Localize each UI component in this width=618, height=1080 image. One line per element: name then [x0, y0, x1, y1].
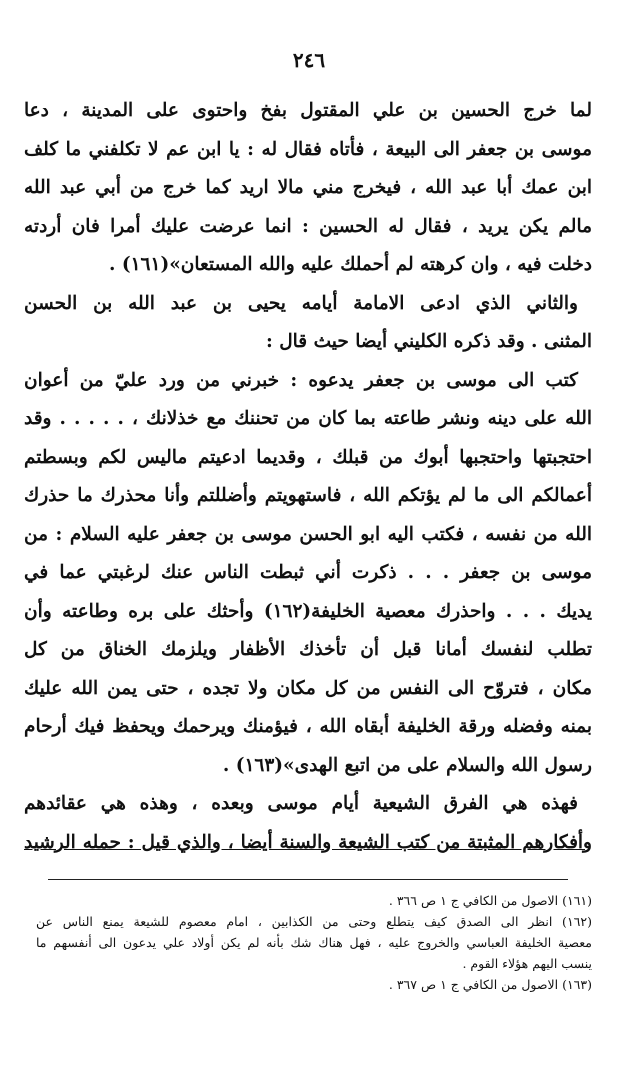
footnote-line: (١٦١) الاصول من الكافي ج ١ ص ٣٦٦ . [388, 893, 592, 908]
text-line: دخلت فيه ، وان كرهته لم أحملك عليه والله المستعان»(١٦١) . [108, 254, 592, 275]
text-line: وأفكارهم المثبتة من كتب الشيعة والسنة أيضا ، والذي قيل : حمله الرشيد [24, 831, 592, 853]
text-line: رسول الله والسلام على من اتبع الهدى»(١٦٣) . [222, 754, 592, 776]
text-line: بمنه وفضله ورقة الخليفة أبقاه الله ، فيؤمنك ويرحمك ويحفظ فيك أرحام [24, 716, 592, 737]
text-line: أعمالكم الى ما لم يؤتكم الله ، فاستهويتم وأضللتم وأنا محذرك ما حذرك [24, 485, 592, 506]
footnote-divider [48, 879, 568, 880]
text-line: ابن عمك أبا عبد الله ، فيخرج مني مالا اريد كما خرج من أبي عبد الله [24, 177, 592, 198]
page-number: ٢٤٦ [292, 48, 326, 72]
text-line: مالم يكن يريد ، فقال له الحسين : انما عرضت عليك أمرا فان أردته [24, 215, 592, 237]
footnotes [36, 890, 592, 995]
text-line: والثاني الذي ادعى الامامة أيامه يحيى بن عبد الله بن الحسن [24, 292, 578, 314]
text-line: تطلب لنفسك أمانا قبل أن تأخذك الأظفار ويلزمك الخناق من كل [24, 639, 592, 660]
footnote-line: ينسب اليهم هؤلاء القوم . [462, 956, 592, 971]
text-line: كتب الى موسى بن جعفر يدعوه : خبرني من ورد عليّ من أعوان [24, 369, 578, 391]
body-text [24, 92, 592, 862]
text-line: المثنى . وقد ذكره الكليني أيضا حيث قال : [265, 331, 592, 352]
footnote-line: معصية الخليفة العباسي والخروج عليه ، فهل هناك شك بأنه لم يكن أولاد علي يدعون الى أنفسهم ما [36, 935, 592, 950]
text-line: موسى بن جعفر الى البيعة ، فأتاه فقال له : يا ابن عم لا تكلفني ما كلف [24, 138, 592, 160]
footnote-line: (١٦٢) انظر الى الصدق كيف يتطلع وحتى من الكذابين ، امام معصوم للشيعة يمنع الناس عن [36, 914, 592, 929]
text-line: الله من نفسه ، فكتب اليه ابو الحسن موسى بن جعفر عليه السلام : من [24, 523, 592, 545]
text-line: مكان ، فتروّح الى النفس من كل مكان ولا تجده ، حتى يمن الله عليك [24, 677, 592, 699]
text-line: فهذه هي الفرق الشيعية أيام موسى وبعده ، وهذه هي عقائدهم [24, 793, 578, 814]
text-line: احتجبتها واحتجبها أبوك من قبلك ، وقديما ادعيتم ماليس لكم وبسطتم [24, 446, 592, 468]
text-line: موسى بن جعفر . . . ذكرت أني ثبطت الناس عنك لرغبتي عما في [24, 562, 592, 583]
text-line: الله على دينه ونشر طاعته بما كان من تحننك مع خذلانك ، . . . . . وقد [24, 408, 592, 429]
footnote-line: (١٦٣) الاصول من الكافي ج ١ ص ٣٦٧ . [388, 977, 592, 992]
text-line: يديك . . . واحذرك معصية الخليفة(١٦٢) وأحثك على بره وطاعته وأن [24, 600, 592, 622]
text-line: لما خرج الحسين بن علي المقتول بفخ واحتوى على المدينة ، دعا [24, 100, 592, 121]
